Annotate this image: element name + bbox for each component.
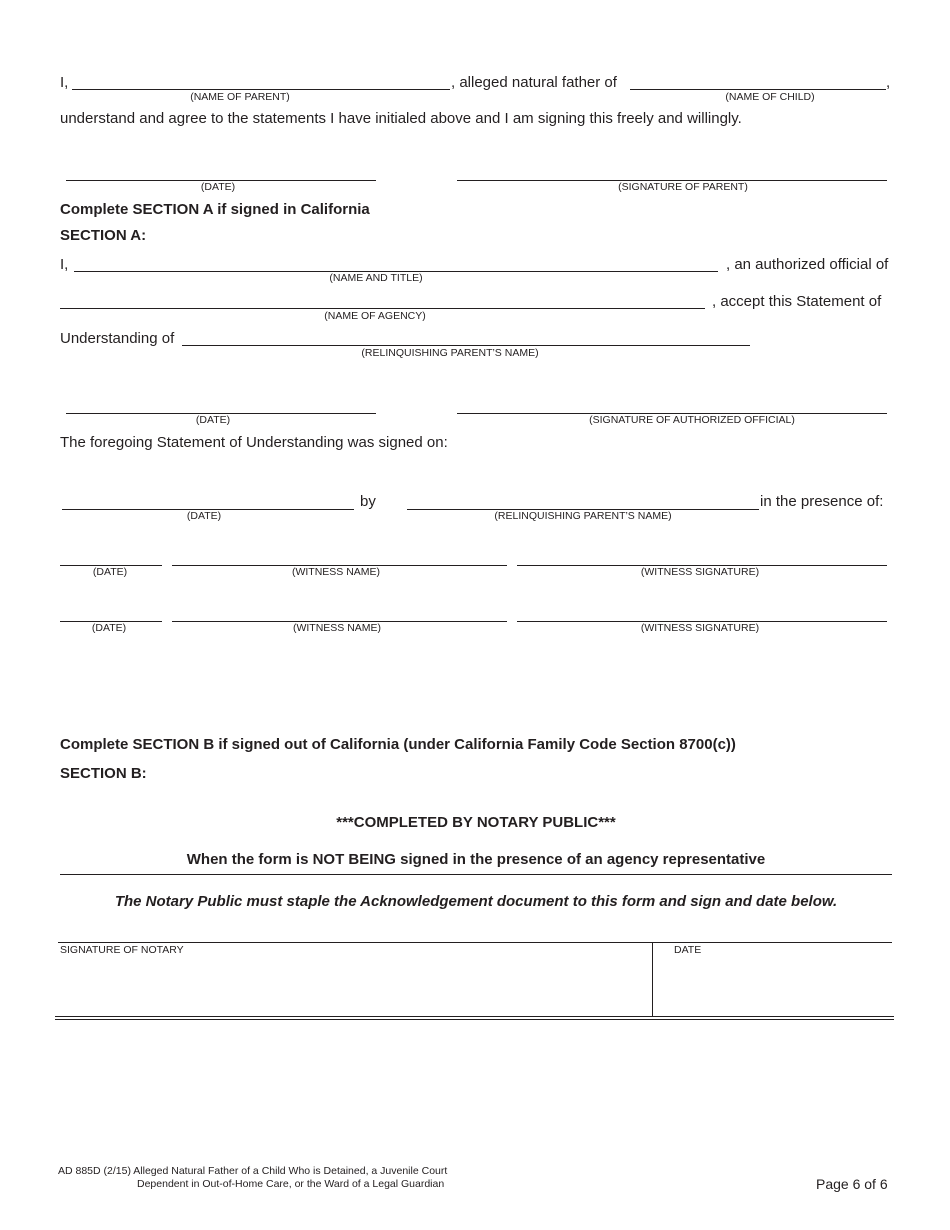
not-being-signed-text: When the form is NOT BEING signed in the presence of an agency representative [186,851,766,868]
notary-date-field[interactable] [656,956,890,1014]
signed-date-caption: (DATE) [186,510,222,522]
form-id-line-2: Dependent in Out-of-Home Care, or the Ward of a Legal Guardian [137,1178,445,1190]
witness-2-date-caption: (DATE) [91,622,127,634]
section-a-i-prefix: I, [60,256,69,273]
witness-1-signature-caption: (WITNESS SIGNATURE) [640,566,760,578]
notary-box-top [58,942,892,943]
notary-box-bottom-2 [55,1019,894,1020]
section-b-instruction: Complete SECTION B if signed out of California (under California Family Code Section 8700(c)) [60,736,736,753]
notary-signature-label: SIGNATURE OF NOTARY [60,944,184,956]
witness-2-signature-caption: (WITNESS SIGNATURE) [640,622,760,634]
agency-caption: (NAME OF AGENCY) [324,310,426,322]
parent-signature-caption: (SIGNATURE OF PARENT) [618,181,748,193]
relinquishing-caption-2: (RELINQUISHING PARENT’S NAME) [494,510,672,522]
section-b-heading: SECTION B: [60,765,147,782]
name-of-child-caption: (NAME OF CHILD) [725,91,815,103]
notary-date-label: DATE [674,944,702,956]
presence-text: in the presence of: [760,493,884,510]
notary-signature-field[interactable] [58,956,648,1014]
name-title-caption: (NAME AND TITLE) [329,272,423,284]
understanding-of-text: Understanding of [60,330,175,347]
i-prefix: I, [60,74,69,91]
official-signature-caption: (SIGNATURE OF AUTHORIZED OFFICIAL) [589,414,795,426]
witness-2-name-caption: (WITNESS NAME) [292,622,382,634]
agreement-text: understand and agree to the statements I have initialed above and I am signing this freely and willingly. [60,110,742,127]
accept-statement-text: , accept this Statement of [712,293,882,310]
form-id-line-1: AD 885D (2/15) Alleged Natural Father of a Child Who is Detained, a Juvenile Court [58,1165,448,1177]
witness-1-name-caption: (WITNESS NAME) [291,566,381,578]
page-number: Page 6 of 6 [816,1176,888,1192]
witness-1-date-caption: (DATE) [92,566,128,578]
relinquishing-caption: (RELINQUISHING PARENT’S NAME) [361,347,539,359]
foregoing-text: The foregoing Statement of Understanding was signed on: [60,434,448,451]
section-a-instruction: Complete SECTION A if signed in California [60,201,370,218]
name-of-parent-caption: (NAME OF PARENT) [190,91,290,103]
alleged-father-text: , alleged natural father of [451,74,617,91]
section-a-heading: SECTION A: [60,227,147,244]
parent-name-line[interactable] [72,89,450,90]
notary-divider [60,874,892,875]
official-date-caption: (DATE) [195,414,231,426]
agency-name-line[interactable] [60,308,705,309]
end-comma: , [886,74,891,91]
notary-box-divider [652,942,653,1016]
by-text: by [360,493,376,510]
parent-date-caption: (DATE) [200,181,236,193]
notary-box-bottom-1 [55,1016,894,1017]
notary-heading: ***COMPLETED BY NOTARY PUBLIC*** [336,814,616,831]
relinquishing-parent-line[interactable] [182,345,750,346]
staple-instruction: The Notary Public must staple the Acknowledgement document to this form and sign and date below. [114,893,838,910]
authorized-official-text: , an authorized official of [726,256,889,273]
child-name-line[interactable] [630,89,886,90]
